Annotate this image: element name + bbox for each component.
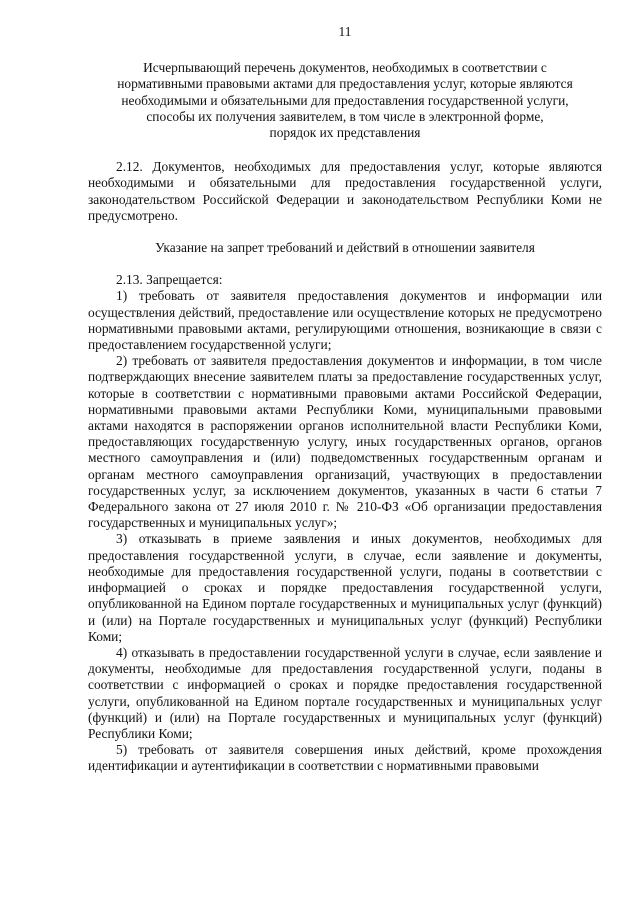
section-title-line: Исчерпывающий перечень документов, необходимых в соответствии с (143, 60, 547, 76)
subsection-title: Указание на запрет требований и действий в отношении заявителя (155, 240, 535, 256)
list-item: 5) требовать от заявителя совершения иных действий, кроме прохождения идентификации и аутентификации в соответствии с нормативными правовыми (88, 742, 602, 774)
list-item: 4) отказывать в предоставлении государственной услуги в случае, если заявление и документы, необходимые для предоставления государственной услуги, поданы в соответствии с информацией о сроках и порядке предоставления государственной услуги, опубликованной на Едином портале государственных и муниципальных услуг (функций) и (или) на Портале государственных и муниципальных услуг (функций) Республики Коми; (88, 644, 602, 741)
section-title-line: способы их получения заявителем, в том числе в электронной форме, (146, 108, 544, 124)
section-title-line: порядок их представления (269, 125, 421, 141)
list-item: 3) отказывать в приеме заявления и иных документов, необходимых для предоставления государственной услуги, в случае, если заявление и документы, необходимые для предоставления государственной услуги, поданы в соответствии с информацией о сроках и порядке предоставления государственной услуги, опубликованной на Едином портале государственных и муниципальных услуг (функций) и (или) на Портале государственных и муниципальных услуг (функций) Республики Коми; (88, 531, 602, 644)
paragraph-2-13: 2.13. Запрещается: (116, 272, 223, 288)
list-item: 2) требовать от заявителя предоставления документов и информации, в том числе подтверждающих внесение заявителем платы за предоставление государственных услуг, которые в соответствии с нормативными правовыми актами Российской Федерации, нормативными правовыми актами Республики Коми, муниципальными правовыми актами находятся в распоряжении органов исполнительной власти Республики Коми, предоставляющих государственную услугу, иных государственных органов, органов местного самоуправления и (или) подведомственных государственным органам и органам местного самоуправления организаций, участвующих в предоставлении государственных услуг, за исключением документов, указанных в части 6 статьи 7 Федерального закона от 27 июля 2010 г. № 210-ФЗ «Об организации предоставления государственных и муниципальных услуг»; (88, 353, 602, 531)
list-item: 1) требовать от заявителя предоставления документов и информации или осуществления действий, предоставление или осуществление которых не предусмотрено нормативными правовыми актами, регулирующими отношения, возникающие в связи с предоставлением государственной услуги; (88, 288, 602, 353)
section-title (88, 60, 602, 141)
section-title-line: необходимыми и обязательными для предоставления государственной услуги, (121, 92, 569, 108)
paragraph-2-12: 2.12. Документов, необходимых для предоставления услуг, которые являются необходимыми и обязательными для предоставления государственной услуги, законодательством Российской Федерации и законодательством Республики Коми не предусмотрено. (88, 159, 602, 223)
section-title-line: нормативными правовыми актами для предоставления услуг, которые являются (117, 76, 573, 92)
page-number: 11 (338, 24, 352, 39)
